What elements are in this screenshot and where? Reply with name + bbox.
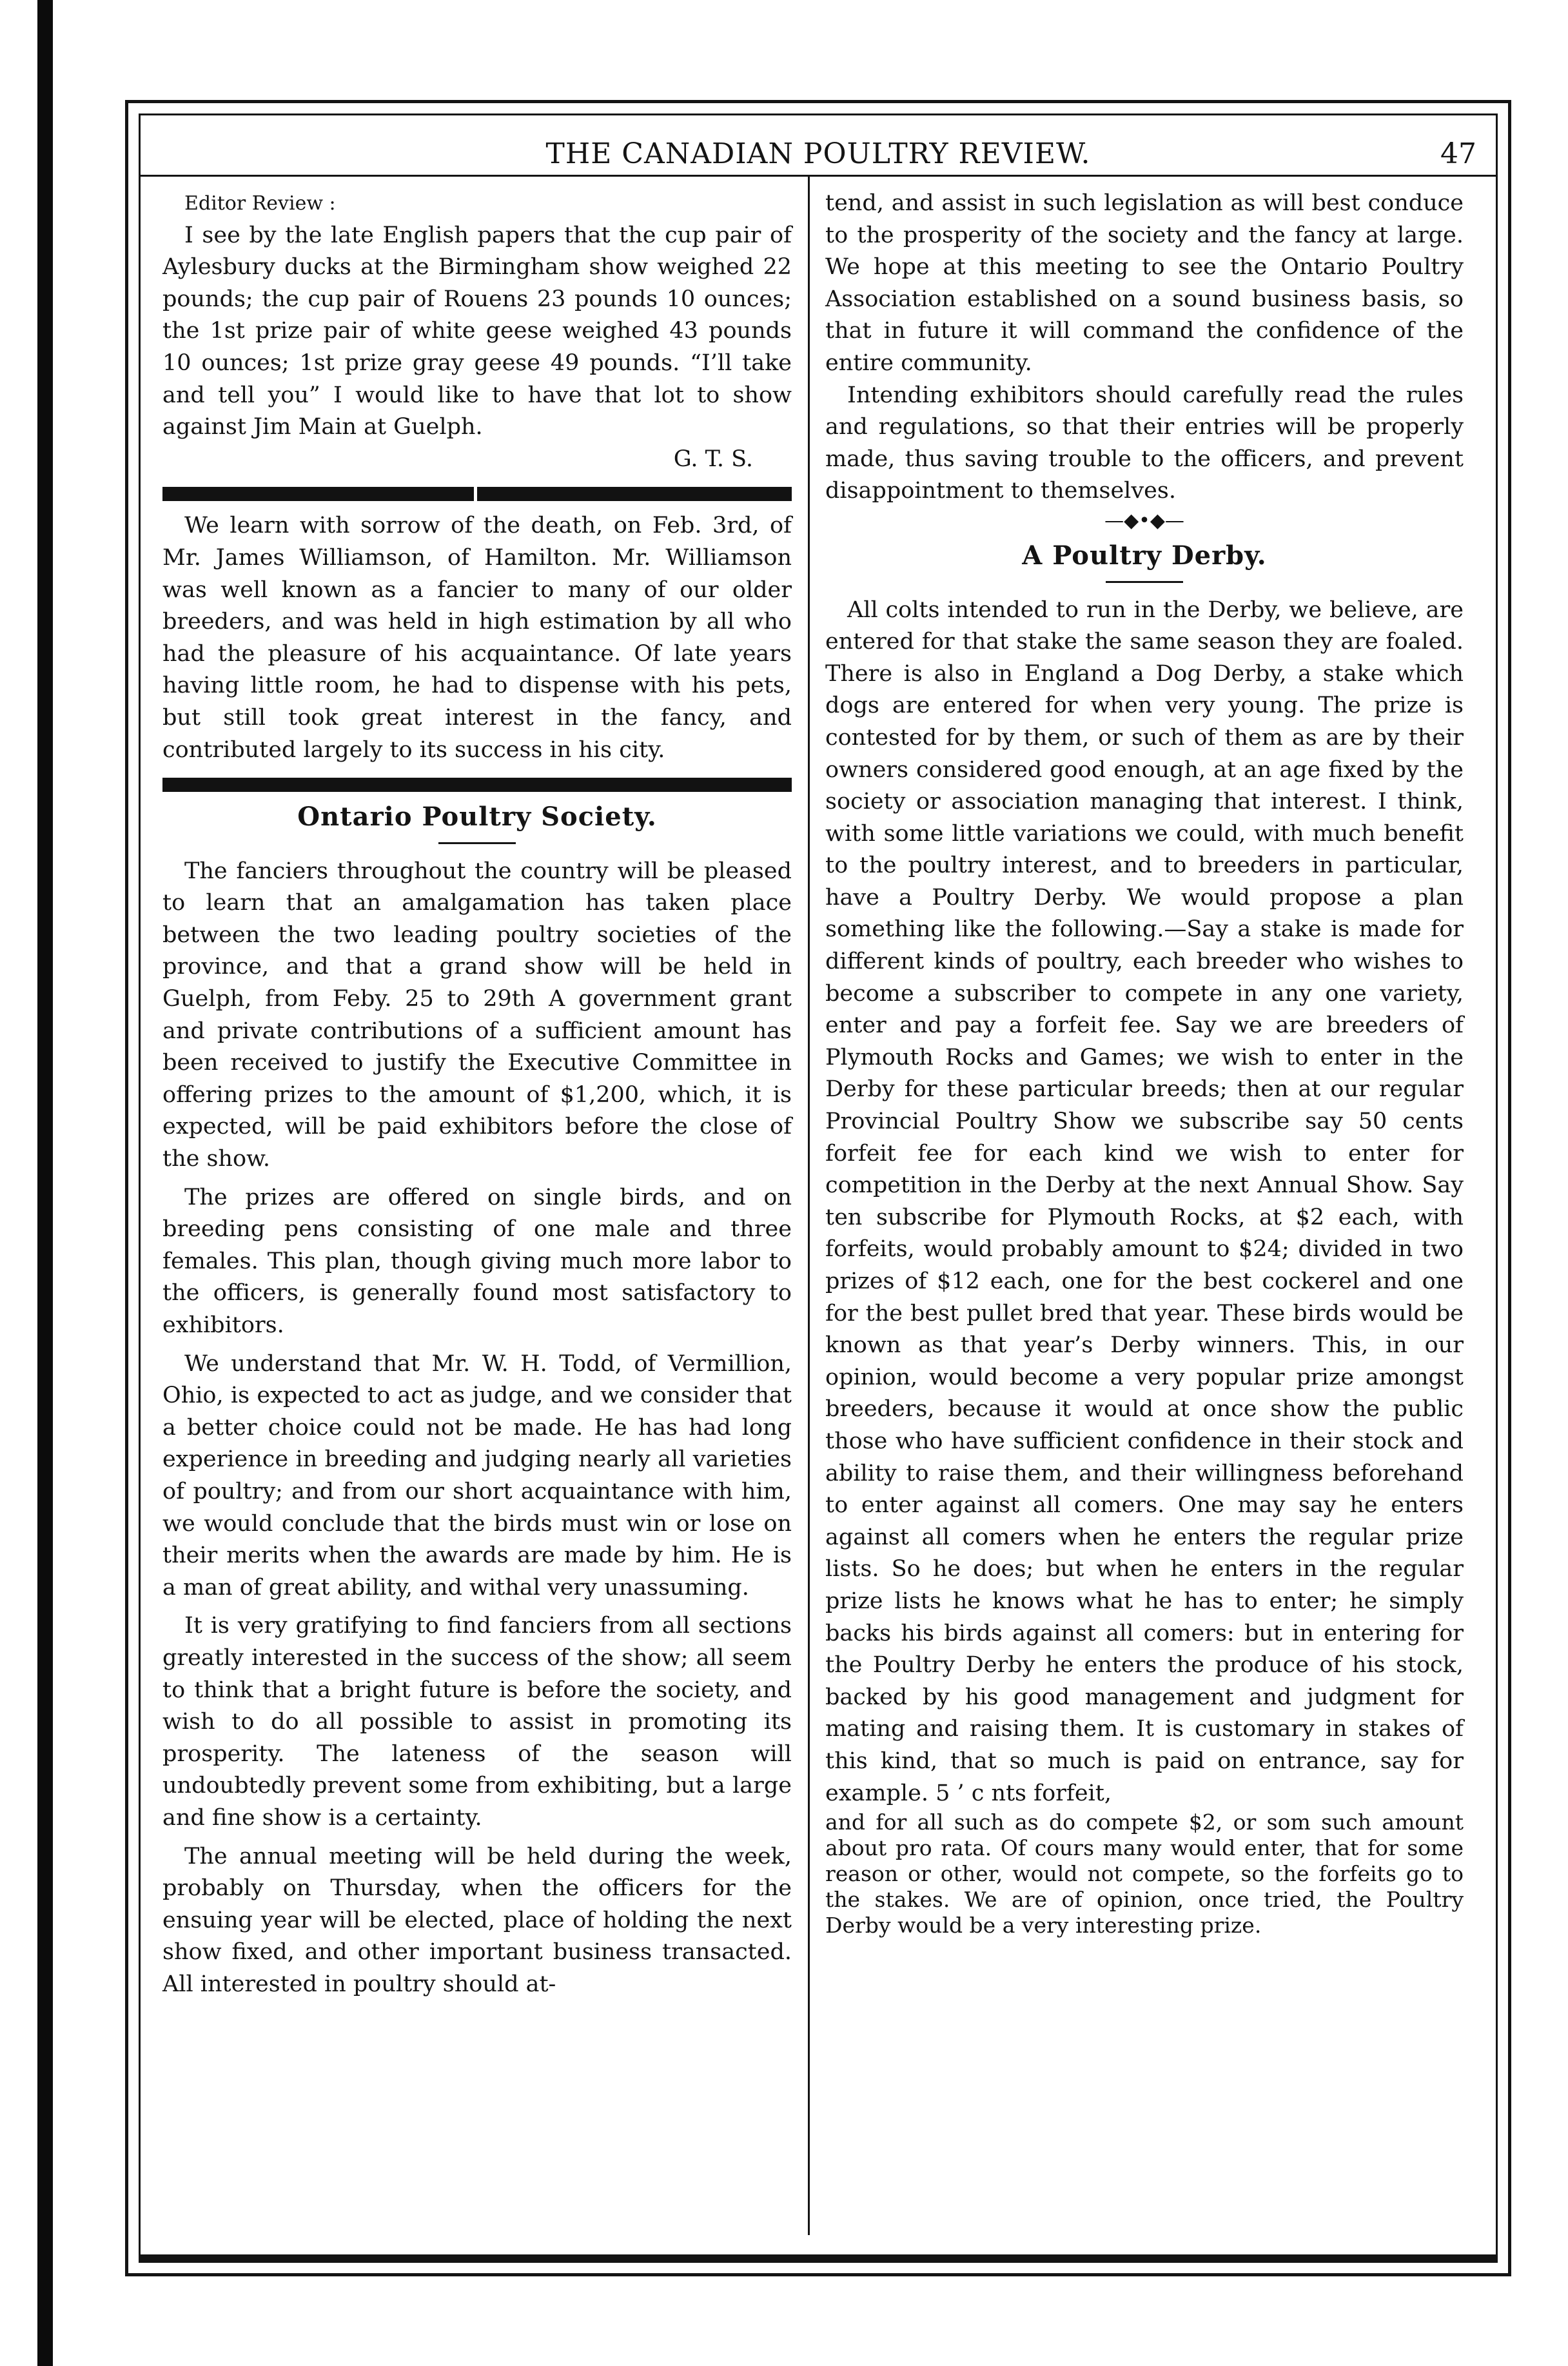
- article-paragraph: Intending exhibitors should carefully read the rules and regulations, so that their entries will be properly made, thus saving trouble to the officers, and prevent disappointment to themselves.: [825, 382, 1464, 504]
- section-divider: [162, 487, 792, 501]
- article-paragraph: We understand that Mr. W. H. Todd, of Vermillion, Ohio, is expected to act as judge, and we consider that a better choice could not be made. He has had long experience in breeding and judging nearly all varieties of poultry; and from our short acquaintance with him, we would conclude that the birds must win or lose on their merits when the awards are made by him. He is a man of great ability, and withal very unassuming.: [162, 1350, 792, 1601]
- article-paragraph: The fanciers throughout the country will be pleased to learn that an amalgamation has taken place between the two leading poultry societies of the province, and that a grand show will be held in Guelph, from Feby. 25 to 29th A government grant and private contributions of a sufficient amount has been received to justify the Executive Committee in offering prizes to the amount of $1,200, which, it is expected, will be paid exhibitors before the close of the show.: [162, 858, 792, 1172]
- bottom-rule: [141, 2254, 1496, 2261]
- title-rule: [438, 842, 516, 844]
- page-number: 47: [1440, 137, 1476, 170]
- left-column: [162, 188, 792, 2000]
- letter-signature-line: [162, 444, 792, 476]
- article-continuation: tend, and assist in such legislation as will best conduce to the prosperity of the society and the fancy at large. We hope at this meeting to see the Ontario Poultry Association established on a sound business basis, so that in future it will command the confidence of the entire community.: [825, 190, 1464, 376]
- ornamental-divider: —◆•◆—: [1104, 509, 1184, 532]
- article-paragraph: The prizes are offered on single birds, and on breeding pens consisting of one male and three females. This plan, though giving much more labor to the officers, is generally found most satisfactory to exhibitors.: [162, 1184, 792, 1338]
- running-head: [141, 115, 1496, 175]
- section-title-ontario-poultry-society: Ontario Poultry Society.: [297, 802, 657, 833]
- article-paragraph: It is very gratifying to find fanciers from all sections greatly interested in the success of the show; all seem to think that a bright future is before the society, and wish to do all possible to assist in promoting its prosperity. The lateness of the season will undoubtedly prevent some from exhibiting, but a large and fine show is a certainty.: [162, 1613, 792, 1831]
- page-frame: [125, 100, 1511, 2276]
- letter-salutation: Editor Review :: [184, 192, 336, 215]
- article-paragraph: All colts intended to run in the Derby, we believe, are entered for that stake the same season they are foaled. There is also in England a Dog Derby, a stake which dogs are entered for when very young. The prize is contested for by them, or such of them as are by their owners considered good enough, at an age fixed by the society or association managing that interest. I think, with some little variations we could, with much benefit to the poultry interest, and to breeders in particular, have a Poultry Derby. We would propose a plan something like the following.—Say a stake is made for different kinds of poultry, each breeder who wishes to become a subscriber to compete in any one variety, enter and pay a forfeit fee. Say we are breeders of Plymouth Rocks and Games; we wish to enter in the Derby for these particular breeds; then at our regular Provincial Poultry Show we subscribe say 50 cents forfeit fee for each kind we wish to enter for competition in the Derby at the next Annual Show. Say ten subscribe for Plymouth Rocks, at $2 each, with forfeits, would probably amount to $24; divided in two prizes of $12 each, one for the best cockerel and one for the best pullet bred that year. These birds would be known as that year’s Derby winners. This, in our opinion, would become a very popular prize amongst breeders, because it would at once show the public those who have sufficient confidence in their stock and ability to raise them, and their willingness beforehand to enter against all comers. One may say he enters against all comers when he enters the regular prize lists. So he does; but when he enters in the regular prize lists he knows what he has to enter; he simply backs his birds against all comers: but in entering for the Poultry Derby he enters the produce of his stock, backed by his good management and judgment for mating and raising them. It is customary in stakes of this kind, that so much is paid on entrance, say for example. 5 ’ c nts forfeit,: [825, 596, 1464, 1806]
- binding-edge: [37, 0, 53, 2366]
- right-column: [825, 188, 1464, 1938]
- header-rule: [141, 175, 1496, 177]
- page-inner-border: [139, 113, 1498, 2263]
- column-rule: [808, 177, 810, 2235]
- title-rule: [1106, 581, 1183, 583]
- article-paragraph: The annual meeting will be held during the week, probably on Thursday, when the officers for the ensuing year will be elected, place of holding the next show fixed, and other important business transacted. All interested in poultry should at-: [162, 1843, 792, 1997]
- obituary-notice: We learn with sorrow of the death, on Feb. 3rd, of Mr. James Williamson, of Hamilton. Mr. Williamson was well known as a fancier to many of our older breeders, and was held in high estimation by all who had the pleasure of his acquaintance. Of late years having little room, he had to dispense with his pets, but still took great interest in the fancy, and contributed largely to its success in his city.: [162, 513, 792, 763]
- running-title: THE CANADIAN POULTRY REVIEW.: [545, 137, 1091, 170]
- article-paragraph-fine-print: and for all such as do compete $2, or som such amount about pro rata. Of cours many would enter, that for some reason or other, would not compete, so the forfeits go to the stakes. We are of opinion, once tried, the Poultry Derby would be a very interesting prize.: [825, 1809, 1464, 1938]
- section-divider: [162, 778, 792, 792]
- letter-signature: G. T. S.: [673, 446, 753, 472]
- section-title-poultry-derby: A Poultry Derby.: [1022, 540, 1267, 571]
- letter-body: I see by the late English papers that the cup pair of Aylesbury ducks at the Birmingham show weighed 22 pounds; the cup pair of Rouens 23 pounds 10 ounces; the 1st prize pair of white geese weighed 43 pounds 10 ounces; 1st prize gray geese 49 pounds. “I’ll take and tell you” I would like to have that lot to show against Jim Main at Guelph.: [162, 222, 792, 440]
